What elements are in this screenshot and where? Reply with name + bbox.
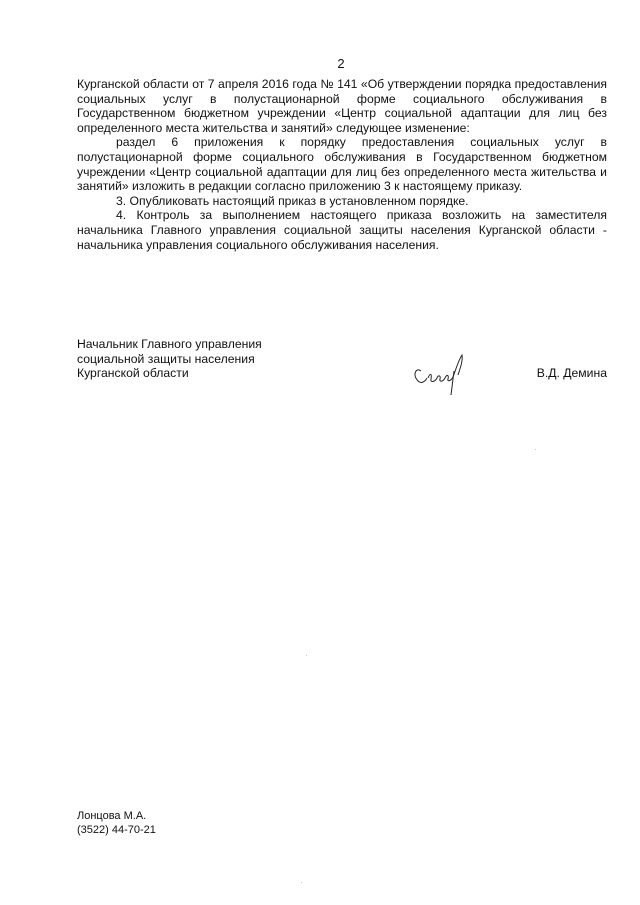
signatory-title: [77, 337, 262, 381]
signatory-name: В.Д. Демина: [536, 366, 607, 380]
handwritten-signature: [407, 351, 467, 397]
paragraph-item-3: 3. Опубликовать настоящий приказ в установленном порядке.: [116, 193, 469, 208]
paragraph-item-4: 4. Контроль за выполнением настоящего приказа возложить на заместителя начальника Главного управления социальной защиты населения Курганской области - начальника управления социального обслуживания населения.: [77, 208, 607, 252]
page-number: 2: [337, 56, 345, 71]
scan-speck: [535, 449, 536, 450]
executor-name: Лонцова М.А.: [77, 810, 147, 822]
paragraph-section-6: раздел 6 приложения к порядку предоставления социальных услуг в полустационарной форме социального обслуживания в Государственном бюджетном учреждении «Центр социальной адаптации для лиц без определенного места жительства и занятий» изложить в редакции согласно приложению 3 к настоящему приказу.: [77, 135, 607, 194]
paragraph-amendment-intro: Курганской области от 7 апреля 2016 года № 141 «Об утверждении порядка предоставления социальных услуг в полустационарной форме социального обслуживания в Государственном бюджетном учреждении «Центр социальной адаптации для лиц без определенного места жительства и занятий» следующее изменение:: [77, 77, 607, 135]
signatory-title-line: социальной защиты населения: [77, 351, 255, 366]
signature-block: [77, 337, 607, 387]
executor-phone: (3522) 44-70-21: [77, 824, 156, 836]
signatory-title-line: Начальник Главного управления: [77, 337, 262, 351]
executor-footer: [77, 809, 156, 837]
signatory-title-line: Курганской области: [77, 366, 189, 381]
scan-speck: [306, 655, 307, 656]
document-body: [77, 77, 607, 252]
scan-speck: [301, 882, 302, 883]
